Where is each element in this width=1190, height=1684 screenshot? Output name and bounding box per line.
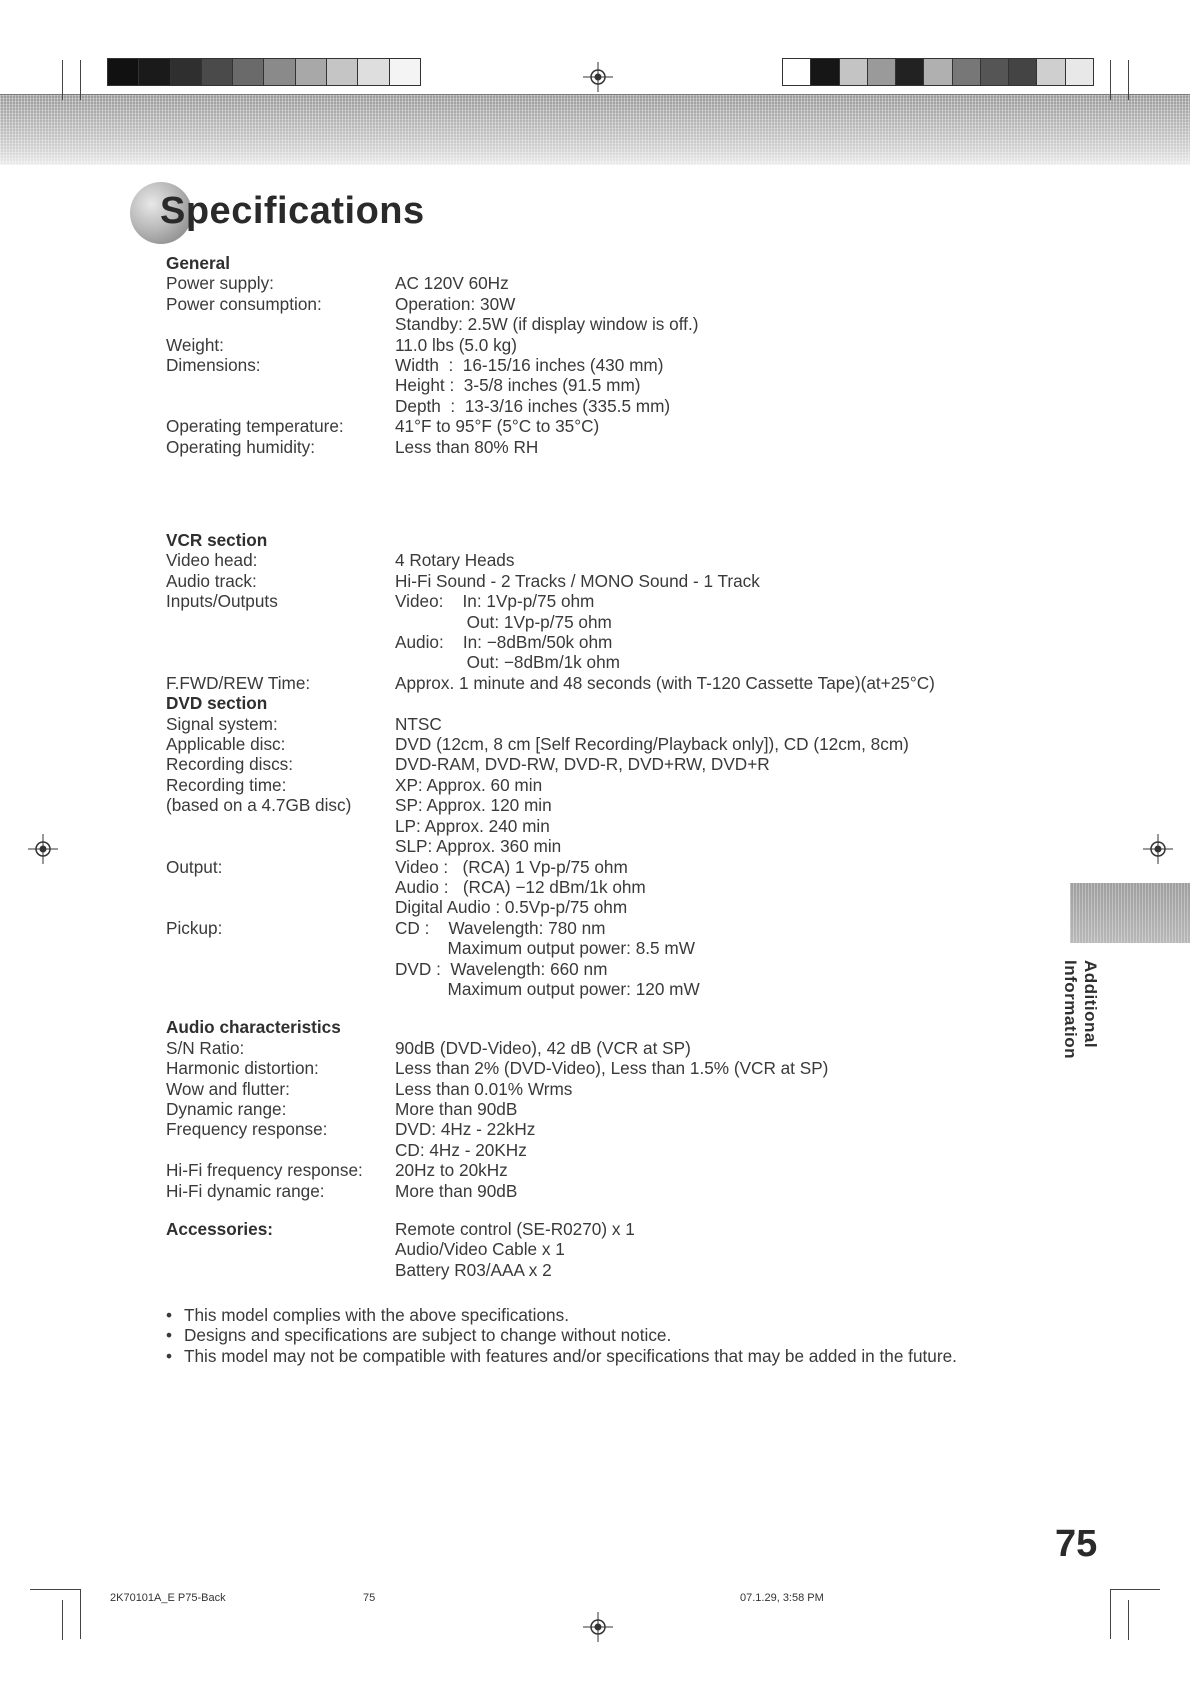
page-title: Specifications [160, 190, 425, 232]
spec-values [395, 273, 1026, 293]
spec-values [395, 571, 1026, 591]
spec-value: LP: Approx. 240 min [395, 815, 550, 836]
spec-label: Power supply: [166, 273, 274, 294]
spec-values [395, 1079, 1026, 1099]
spec-row [166, 673, 1026, 693]
spec-row [166, 1079, 1026, 1099]
section-spacer [166, 457, 1026, 530]
section-spacer [166, 1201, 1026, 1219]
crop-mark [1128, 1600, 1129, 1640]
spec-row [166, 355, 1026, 416]
color-calibration-bar-right [782, 58, 1094, 86]
spec-values [395, 918, 1026, 1000]
spec-value: 90dB (DVD-Video), 42 dB (VCR at SP) [395, 1037, 691, 1058]
spec-values [395, 714, 1026, 734]
spec-values [395, 591, 1026, 673]
spec-label: Weight: [166, 334, 224, 355]
spec-value: CD : Wavelength: 780 nm [395, 917, 606, 938]
spec-label: Output: [166, 856, 223, 877]
spec-value: Approx. 1 minute and 48 seconds (with T-120 Cassette Tape)(at+25°C) [395, 672, 935, 693]
spec-value: More than 90dB [395, 1098, 518, 1119]
note-text: This model may not be compatible with features and/or specifications that may be added in the future. [184, 1345, 957, 1366]
spec-value: XP: Approx. 60 min [395, 774, 543, 795]
section-heading: Audio characteristics [166, 1017, 341, 1038]
spec-value: Out: 1Vp-p/75 ohm [395, 611, 612, 632]
footer-file-name: 2K70101A_E P75-Back [110, 1592, 226, 1604]
spec-value: Audio: In: −8dBm/50k ohm [395, 632, 613, 653]
spec-value: Digital Audio : 0.5Vp-p/75 ohm [395, 897, 628, 918]
spec-value: Out: −8dBm/1k ohm [395, 652, 620, 673]
color-swatch [1066, 59, 1093, 85]
spec-label: Recording discs: [166, 754, 294, 775]
note-item [166, 1346, 1066, 1366]
spec-label: (based on a 4.7GB disc) [166, 795, 352, 816]
spec-values [395, 1038, 1026, 1058]
page-number: 75 [1055, 1523, 1098, 1565]
bullet-icon: • [166, 1345, 173, 1366]
spec-value: DVD: 4Hz - 22kHz [395, 1119, 536, 1140]
spec-label: S/N Ratio: [166, 1037, 245, 1058]
color-swatch [1037, 59, 1065, 85]
color-swatch [139, 59, 170, 85]
spec-row [166, 1160, 1026, 1180]
footer-timestamp: 07.1.29, 3:58 PM [740, 1592, 824, 1604]
spec-row [166, 1181, 1026, 1201]
spec-value: Remote control (SE-R0270) x 1 [395, 1219, 635, 1239]
spec-label: Wow and flutter: [166, 1078, 290, 1099]
spec-values [395, 1058, 1026, 1078]
crop-mark [80, 60, 81, 100]
spec-section-general [166, 253, 1026, 457]
spec-label: Audio track: [166, 570, 257, 591]
spec-value: 41°F to 95°F (5°C to 35°C) [395, 416, 600, 437]
crop-mark [80, 1589, 81, 1639]
spec-row [166, 754, 1026, 774]
spec-values [395, 734, 1026, 754]
color-swatch [390, 59, 420, 85]
spec-value: Less than 80% RH [395, 436, 539, 457]
spec-values [395, 754, 1026, 774]
color-swatch [953, 59, 981, 85]
spec-value: Less than 0.01% Wrms [395, 1078, 573, 1099]
spec-row [166, 775, 1026, 795]
registration-mark-right-icon [1143, 834, 1173, 864]
color-swatch [981, 59, 1009, 85]
spec-section-vcr [166, 530, 1026, 693]
spec-value: NTSC [395, 713, 442, 734]
crop-mark [30, 1589, 80, 1590]
spec-row [166, 734, 1026, 754]
header-band [0, 95, 1190, 165]
spec-value: Video: In: 1Vp-p/75 ohm [395, 591, 595, 612]
spec-row [166, 294, 1026, 335]
spec-values [395, 1160, 1026, 1180]
spec-value: SLP: Approx. 360 min [395, 836, 562, 857]
spec-label: F.FWD/REW Time: [166, 672, 311, 693]
spec-values [395, 1219, 1026, 1280]
section-heading: VCR section [166, 530, 268, 551]
color-swatch [1009, 59, 1037, 85]
spec-label: Operating humidity: [166, 436, 316, 457]
spec-values [395, 1181, 1026, 1201]
note-item [166, 1305, 1066, 1325]
color-swatch [108, 59, 139, 85]
color-swatch [840, 59, 868, 85]
spec-label: Harmonic distortion: [166, 1058, 319, 1079]
note-text: Designs and specifications are subject to change without notice. [184, 1325, 672, 1346]
spec-value: Audio : (RCA) −12 dBm/1k ohm [395, 876, 646, 897]
color-swatch [811, 59, 839, 85]
spec-value: SP: Approx. 120 min [395, 795, 552, 816]
spec-values [395, 437, 1026, 457]
spec-label: Signal system: [166, 713, 278, 734]
spec-value: Maximum output power: 120 mW [395, 978, 700, 999]
color-swatch [202, 59, 233, 85]
spec-value: Video : (RCA) 1 Vp-p/75 ohm [395, 856, 628, 877]
specifications-table [166, 253, 1026, 1280]
spec-values [395, 1119, 1026, 1160]
color-swatch [264, 59, 295, 85]
side-tab-label: Additional Information [1061, 960, 1100, 1059]
spec-label: Hi-Fi dynamic range: [166, 1180, 325, 1201]
spec-row [166, 571, 1026, 591]
spec-label: Hi-Fi frequency response: [166, 1160, 363, 1181]
spec-value: CD: 4Hz - 20KHz [395, 1139, 527, 1160]
color-swatch [171, 59, 202, 85]
spec-row [166, 437, 1026, 457]
color-swatch [783, 59, 811, 85]
spec-value: Height : 3-5/8 inches (91.5 mm) [395, 375, 641, 396]
spec-value: Hi-Fi Sound - 2 Tracks / MONO Sound - 1 Track [395, 570, 760, 591]
spec-section-accessories [166, 1219, 1026, 1280]
spec-value: 11.0 lbs (5.0 kg) [395, 334, 517, 355]
spec-row [166, 335, 1026, 355]
color-swatch [868, 59, 896, 85]
spec-values [395, 1099, 1026, 1119]
spec-values [395, 775, 1026, 795]
spec-row [166, 550, 1026, 570]
color-swatch [296, 59, 327, 85]
spec-value: 20Hz to 20kHz [395, 1160, 508, 1181]
spec-label: Pickup: [166, 917, 223, 938]
spec-values [395, 673, 1026, 693]
spec-label: Operating temperature: [166, 416, 344, 437]
section-heading: Accessories: [166, 1219, 274, 1239]
spec-label: Frequency response: [166, 1119, 328, 1140]
crop-mark [1110, 60, 1111, 100]
footer-page: 75 [363, 1592, 376, 1604]
note-text: This model complies with the above specifications. [184, 1305, 569, 1325]
spec-row [166, 1119, 1026, 1160]
spec-value: Width : 16-15/16 inches (430 mm) [395, 355, 664, 376]
bullet-icon: • [166, 1305, 173, 1325]
spec-row [166, 1038, 1026, 1058]
spec-value: More than 90dB [395, 1180, 518, 1201]
spec-values [395, 550, 1026, 570]
color-swatch [327, 59, 358, 85]
color-swatch [896, 59, 924, 85]
registration-mark-left-icon [28, 834, 58, 864]
color-calibration-bar-left [107, 58, 421, 86]
side-tab-marker [1070, 883, 1190, 943]
spec-values [395, 795, 1026, 856]
spec-label: Power consumption: [166, 293, 322, 314]
spec-value: AC 120V 60Hz [395, 273, 509, 294]
crop-mark [62, 60, 63, 100]
spec-label: Inputs/Outputs [166, 591, 278, 612]
spec-row [166, 918, 1026, 1000]
spec-value: DVD-RAM, DVD-RW, DVD-R, DVD+RW, DVD+R [395, 754, 770, 775]
spec-row [166, 416, 1026, 436]
spec-row [166, 1219, 1026, 1280]
bullet-icon: • [166, 1325, 173, 1346]
spec-value: Audio/Video Cable x 1 [395, 1239, 565, 1260]
spec-value: Battery R03/AAA x 2 [395, 1259, 552, 1280]
note-item [166, 1325, 1066, 1345]
section-heading: DVD section [166, 693, 268, 714]
spec-value: Less than 2% (DVD-Video), Less than 1.5% (VCR at SP) [395, 1058, 829, 1079]
section-spacer [166, 999, 1026, 1017]
spec-row [166, 857, 1026, 918]
spec-label: Dynamic range: [166, 1098, 287, 1119]
spec-label: Recording time: [166, 774, 287, 795]
crop-mark [62, 1600, 63, 1640]
spec-value: DVD (12cm, 8 cm [Self Recording/Playback only]), CD (12cm, 8cm) [395, 734, 909, 755]
registration-mark-bottom-icon [583, 1612, 613, 1642]
crop-mark [1128, 60, 1129, 100]
spec-value: Depth : 13-3/16 inches (335.5 mm) [395, 395, 671, 416]
spec-values [395, 857, 1026, 918]
spec-values [395, 416, 1026, 436]
spec-row [166, 714, 1026, 734]
color-swatch [924, 59, 952, 85]
spec-row [166, 591, 1026, 673]
spec-row [166, 1058, 1026, 1078]
section-heading: General [166, 253, 231, 273]
spec-values [395, 294, 1026, 335]
registration-mark-top-icon [583, 62, 613, 92]
spec-value: 4 Rotary Heads [395, 550, 515, 571]
spec-section-dvd [166, 693, 1026, 999]
spec-label: Applicable disc: [166, 734, 286, 755]
spec-row [166, 795, 1026, 856]
spec-values [395, 335, 1026, 355]
spec-section-audio [166, 1017, 1026, 1201]
spec-row [166, 1099, 1026, 1119]
spec-value: Operation: 30W [395, 293, 516, 314]
crop-mark [1110, 1589, 1111, 1639]
spec-value: Standby: 2.5W (if display window is off.) [395, 314, 699, 335]
spec-label: Dimensions: [166, 355, 261, 376]
spec-value: Maximum output power: 8.5 mW [395, 938, 695, 959]
color-swatch [358, 59, 389, 85]
spec-row [166, 273, 1026, 293]
spec-label: Video head: [166, 550, 258, 571]
spec-value: DVD : Wavelength: 660 nm [395, 958, 608, 979]
color-swatch [233, 59, 264, 85]
notes-list [166, 1305, 1066, 1366]
title-block [130, 182, 490, 242]
spec-values [395, 355, 1026, 416]
crop-mark [1110, 1589, 1160, 1590]
